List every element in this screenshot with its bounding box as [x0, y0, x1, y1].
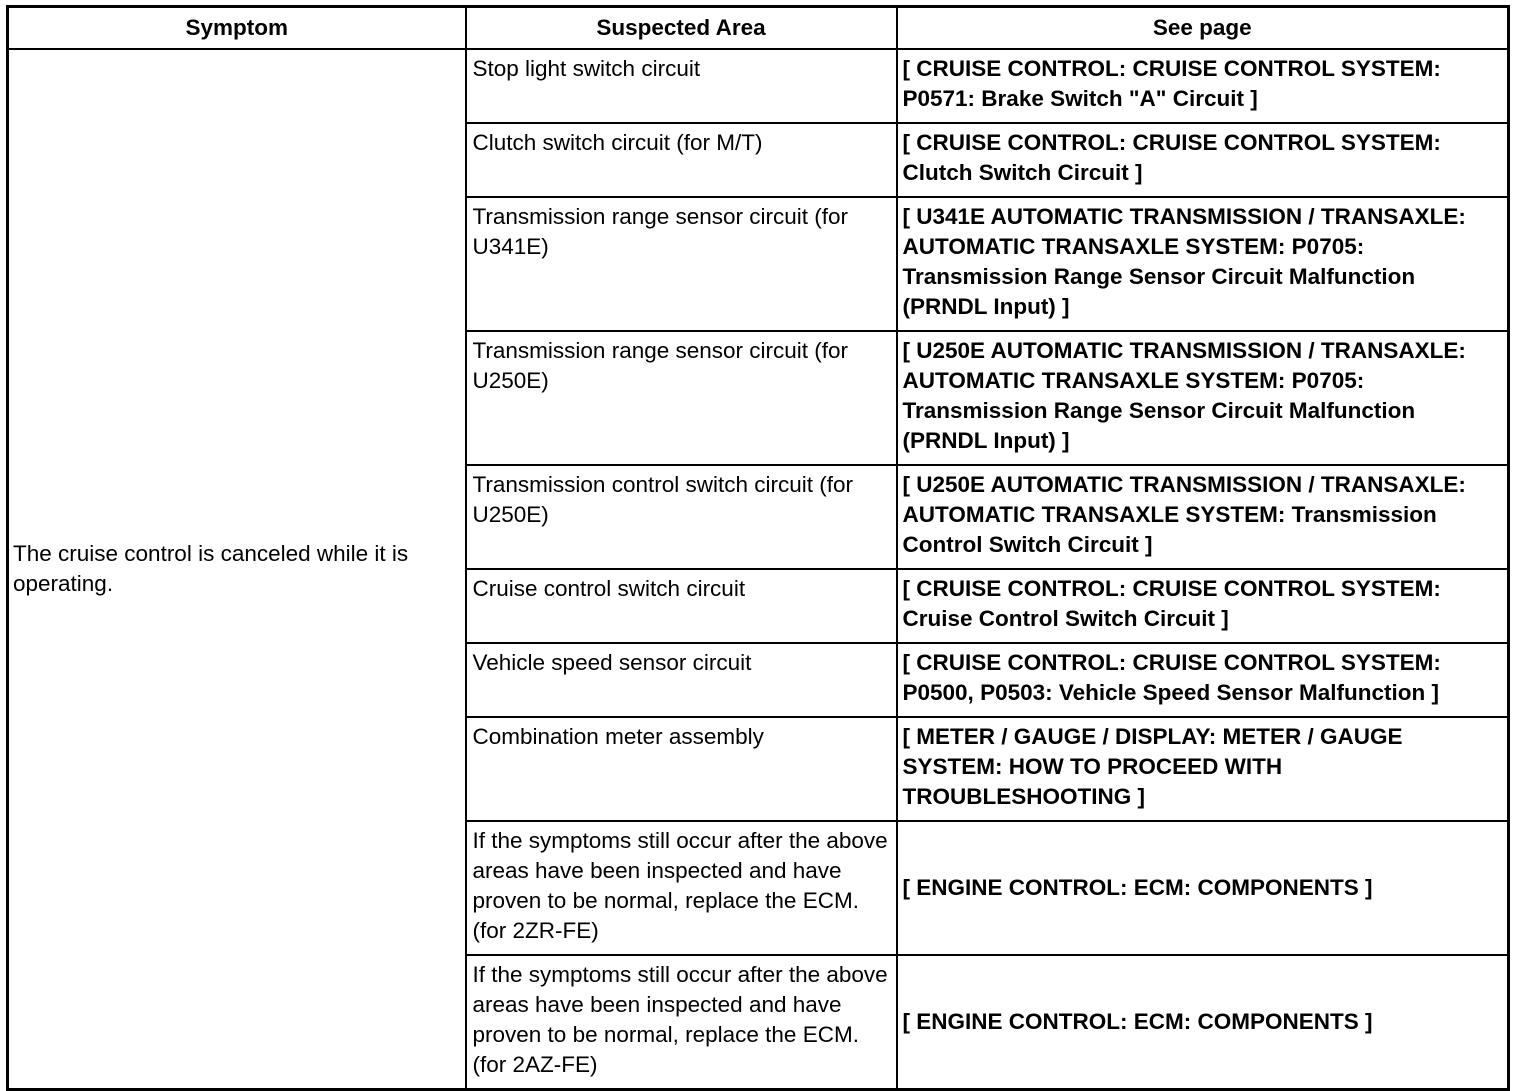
suspected-area-cell: Stop light switch circuit	[466, 49, 897, 123]
suspected-area-cell: If the symptoms still occur after the above areas have been inspected and have proven to be normal, replace the ECM. (for 2AZ-FE)	[466, 955, 897, 1090]
see-page-link[interactable]: [ U341E AUTOMATIC TRANSMISSION / TRANSAXLE: AUTOMATIC TRANSAXLE SYSTEM: P0705: Transmission Range Sensor Circuit Malfunction (PRNDL Input) ]	[897, 197, 1509, 331]
suspected-area-cell: Transmission range sensor circuit (for U250E)	[466, 331, 897, 465]
see-page-link[interactable]: [ ENGINE CONTROL: ECM: COMPONENTS ]	[897, 821, 1509, 955]
suspected-area-cell: If the symptoms still occur after the above areas have been inspected and have proven to be normal, replace the ECM. (for 2ZR-FE)	[466, 821, 897, 955]
see-page-link[interactable]: [ METER / GAUGE / DISPLAY: METER / GAUGE SYSTEM: HOW TO PROCEED WITH TROUBLESHOOTING ]	[897, 717, 1509, 821]
see-page-link[interactable]: [ CRUISE CONTROL: CRUISE CONTROL SYSTEM: Cruise Control Switch Circuit ]	[897, 569, 1509, 643]
troubleshooting-table	[6, 5, 1510, 1091]
see-page-link[interactable]: [ U250E AUTOMATIC TRANSMISSION / TRANSAXLE: AUTOMATIC TRANSAXLE SYSTEM: P0705: Transmission Range Sensor Circuit Malfunction (PRNDL Input) ]	[897, 331, 1509, 465]
see-page-link[interactable]: [ CRUISE CONTROL: CRUISE CONTROL SYSTEM: Clutch Switch Circuit ]	[897, 123, 1509, 197]
suspected-area-cell: Transmission range sensor circuit (for U341E)	[466, 197, 897, 331]
table-row	[8, 49, 1509, 123]
see-page-link[interactable]: [ ENGINE CONTROL: ECM: COMPONENTS ]	[897, 955, 1509, 1090]
header-row	[8, 7, 1509, 50]
see-page-link[interactable]: [ CRUISE CONTROL: CRUISE CONTROL SYSTEM: P0571: Brake Switch "A" Circuit ]	[897, 49, 1509, 123]
header-suspected-area: Suspected Area	[466, 7, 897, 50]
symptom-cell: The cruise control is canceled while it is operating.	[8, 49, 466, 1090]
header-see-page: See page	[897, 7, 1509, 50]
suspected-area-cell: Vehicle speed sensor circuit	[466, 643, 897, 717]
header-symptom: Symptom	[8, 7, 466, 50]
suspected-area-cell: Cruise control switch circuit	[466, 569, 897, 643]
suspected-area-cell: Transmission control switch circuit (for U250E)	[466, 465, 897, 569]
suspected-area-cell: Clutch switch circuit (for M/T)	[466, 123, 897, 197]
see-page-link[interactable]: [ U250E AUTOMATIC TRANSMISSION / TRANSAXLE: AUTOMATIC TRANSAXLE SYSTEM: Transmission Control Switch Circuit ]	[897, 465, 1509, 569]
suspected-area-cell: Combination meter assembly	[466, 717, 897, 821]
see-page-link[interactable]: [ CRUISE CONTROL: CRUISE CONTROL SYSTEM: P0500, P0503: Vehicle Speed Sensor Malfunction ]	[897, 643, 1509, 717]
